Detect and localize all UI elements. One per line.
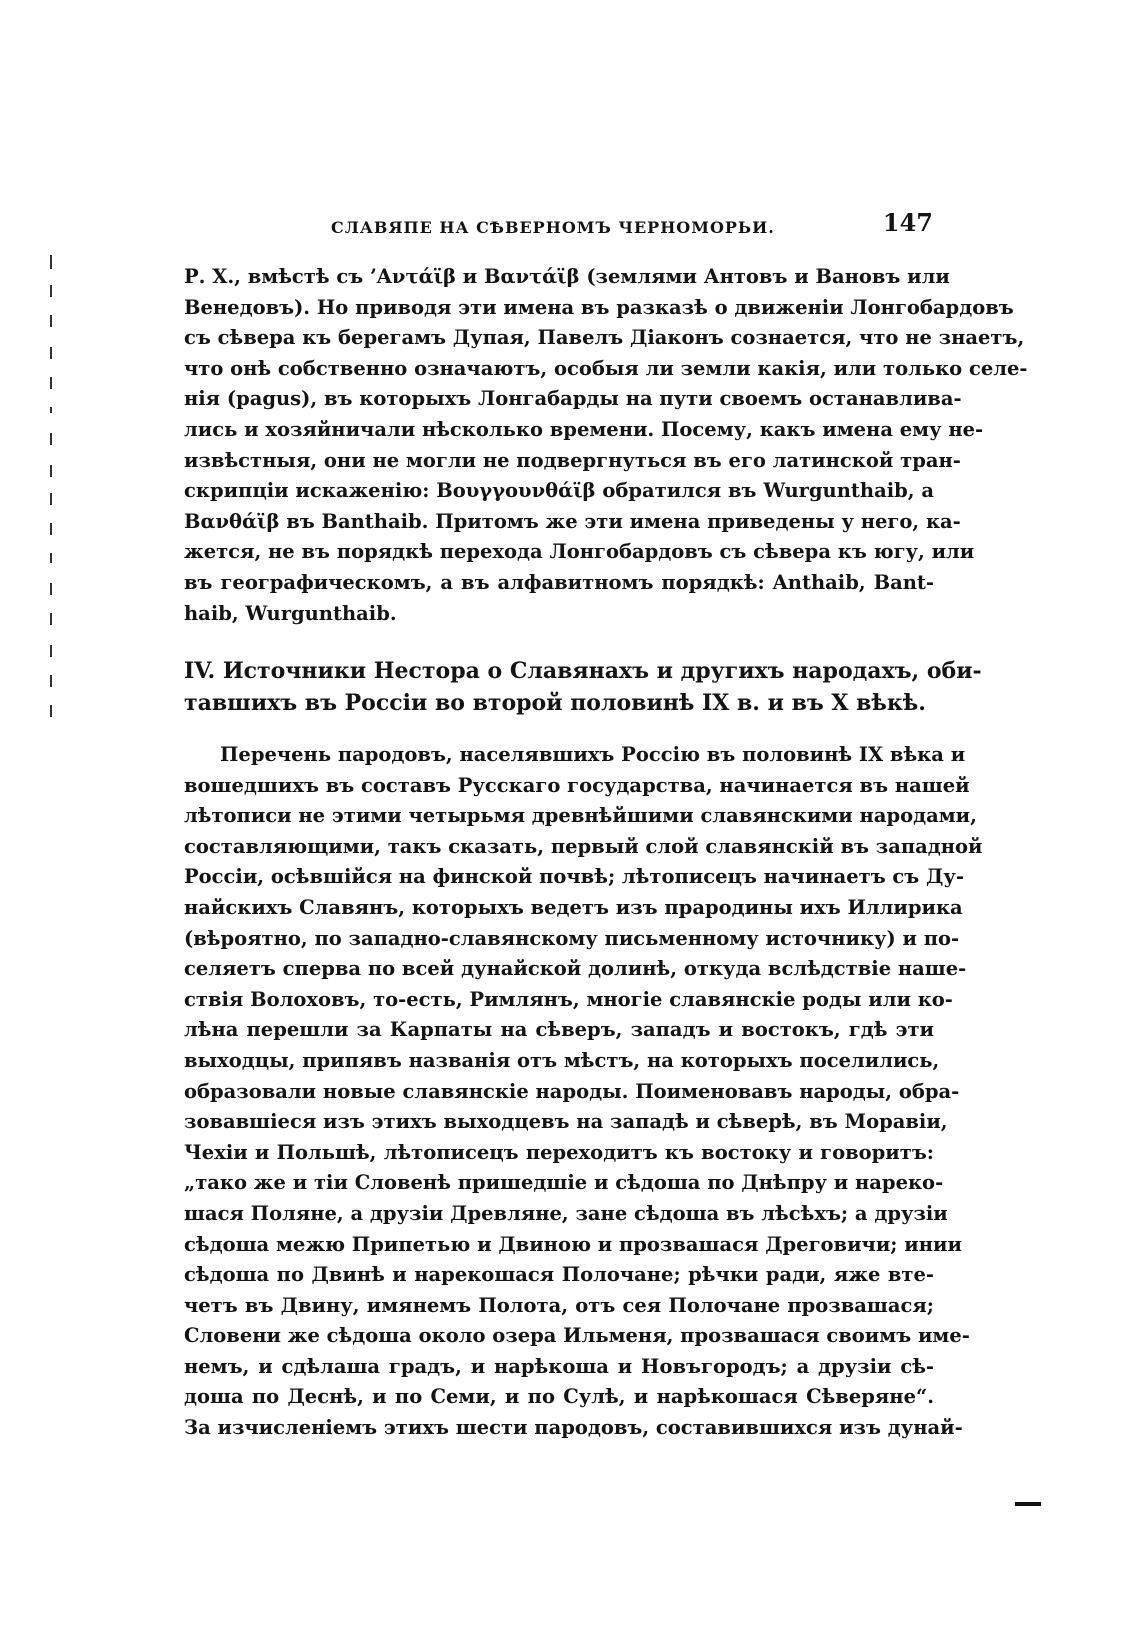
text-line: доша по Деснѣ, и по Семи, и по Сулѣ, и нарѣкошася Сѣверяне“. (184, 1385, 934, 1409)
text-line: съ сѣвера къ берегамъ Дупая, Павелъ Діаконъ сознается, что не знаетъ, (184, 326, 1025, 350)
text-line: выходцы, припявъ названія отъ мѣстъ, на которыхъ поселились, (184, 1048, 940, 1072)
margin-mark (50, 675, 52, 687)
text-line: что онѣ собственно означаютъ, особыя ли земли какія, или только селе- (184, 356, 1028, 380)
margin-mark (50, 255, 52, 269)
margin-mark (50, 377, 52, 389)
text-line: Βανθάϊβ въ Banthaib. Притомъ же эти имена приведены у него, ка- (184, 509, 961, 533)
text-line: вошедшихъ въ составъ Русскаго государства, начинается въ нашей (184, 773, 970, 797)
text-line: За изчисленіемъ этихъ шести пародовъ, составившихся изъ дунай- (184, 1416, 963, 1440)
text-line: Венедовъ). Но приводя эти имена въ разказѣ о движеніи Лонгобардовъ (184, 295, 1014, 319)
page-number: 147 (882, 208, 933, 237)
text-line: (вѣроятно, по западно-славянскому письменному источнику) и по- (184, 926, 960, 950)
page-edge-mark (1015, 1502, 1041, 1506)
text-line: лись и хозяйничали нѣсколько времени. Посему, какъ имена ему не- (184, 417, 984, 441)
text-line: скрипціи искаженію: Βουγγουνθάϊβ обратился въ Wurgunthaib, а (184, 479, 934, 503)
text-line: зовавшіеся изъ этихъ выходцевъ на западѣ и сѣверѣ, въ Моравіи, (184, 1110, 948, 1134)
text-line: селяетъ сперва по всей дунайской долинѣ, откуда вслѣдствіе наше- (184, 957, 967, 981)
margin-mark (50, 347, 52, 359)
running-head (181, 208, 933, 242)
text-line: Россіи, осѣвшійся на финской почвѣ; лѣтописецъ начинаетъ съ Ду- (184, 865, 964, 889)
text-line: тавшихъ въ Россіи во второй половинѣ IX в. и въ X вѣкѣ. (184, 690, 926, 716)
margin-mark (50, 705, 52, 717)
text-line: ствія Волоховъ, то-есть, Римлянъ, многіе славянскіе роды или ко- (184, 987, 953, 1011)
text-line: четъ въ Двину, имянемъ Полота, отъ сея Полочане прозвашася; (184, 1293, 934, 1317)
margin-mark (50, 315, 52, 327)
text-line: образовали новые славянскіе народы. Поименовавъ народы, обра- (184, 1079, 960, 1103)
margin-mark (50, 285, 52, 297)
text-line: Словени же сѣдоша около озера Ильменя, прозвашася своимъ име- (184, 1324, 970, 1348)
margin-mark (50, 613, 52, 625)
text-line: Перечень пародовъ, населявшихъ Россію въ половинѣ IX вѣка и (220, 743, 966, 766)
text-line: жется, не въ порядкѣ перехода Лонгобардовъ съ сѣвера къ югу, или (184, 540, 975, 564)
margin-marks (50, 255, 56, 725)
text-line: нія (pagus), въ которыхъ Лонгабарды на пути своемъ останавлива- (184, 387, 962, 411)
text-line: найскихъ Славянъ, которыхъ ведетъ изъ прародины ихъ Иллирика (184, 895, 963, 919)
text-line: лѣна перешли за Карпаты на сѣверъ, западъ и востокъ, гдѣ эти (184, 1018, 934, 1042)
running-title: СЛАВЯПЕ НА СѢВЕРНОМЪ ЧЕРНОМОРЬИ. (331, 218, 775, 237)
text-line: Р. Х., вмѣстѣ съ ’Αντάϊβ и Βαντάϊβ (землями Антовъ и Вановъ или (184, 265, 950, 288)
text-line: Чехіи и Польшѣ, лѣтописецъ переходитъ къ востоку и говоритъ: (184, 1140, 934, 1164)
margin-mark (50, 553, 52, 563)
paragraph-continuation (184, 262, 1028, 629)
margin-mark (50, 407, 52, 413)
section-heading (184, 655, 982, 719)
text-line: IV. Источники Нестора о Славянахъ и другихъ народахъ, оби- (184, 658, 982, 684)
text-line: лѣтописи не этими четырьмя древнѣйшими славянскими народами, (184, 804, 977, 828)
margin-mark (50, 493, 52, 505)
text-line: составляющими, такъ сказать, первый слой славянскій въ западной (184, 834, 983, 858)
text-line: въ географическомъ, а въ алфавитномъ порядкѣ: Anthaib, Bant- (184, 570, 934, 594)
text-line: haib, Wurgunthaib. (184, 601, 397, 625)
text-line: „тако же и тіи Словенѣ пришедшіе и сѣдоша по Днѣпру и нареко- (184, 1171, 944, 1195)
margin-mark (50, 433, 52, 445)
margin-mark (50, 583, 52, 595)
text-line: шася Поляне, а друзіи Древляне, зане сѣдоша въ лѣсѣхъ; а друзіи (184, 1201, 948, 1225)
text-line: сѣдоша межю Припетью и Двиною и прозвашася Дреговичи; инии (184, 1232, 962, 1256)
text-line: сѣдоша по Двинѣ и нарекошася Полочане; рѣчки ради, яже вте- (184, 1263, 934, 1287)
margin-mark (50, 523, 52, 535)
margin-mark (50, 645, 52, 657)
text-line: немъ, и сдѣлаша градъ, и нарѣкоша и Новъгородъ; а друзіи сѣ- (184, 1354, 934, 1378)
text-line: извѣстныя, они не могли не подвергнуться въ его латинской тран- (184, 448, 961, 472)
margin-mark (50, 465, 52, 477)
paragraph-main (184, 740, 983, 1444)
